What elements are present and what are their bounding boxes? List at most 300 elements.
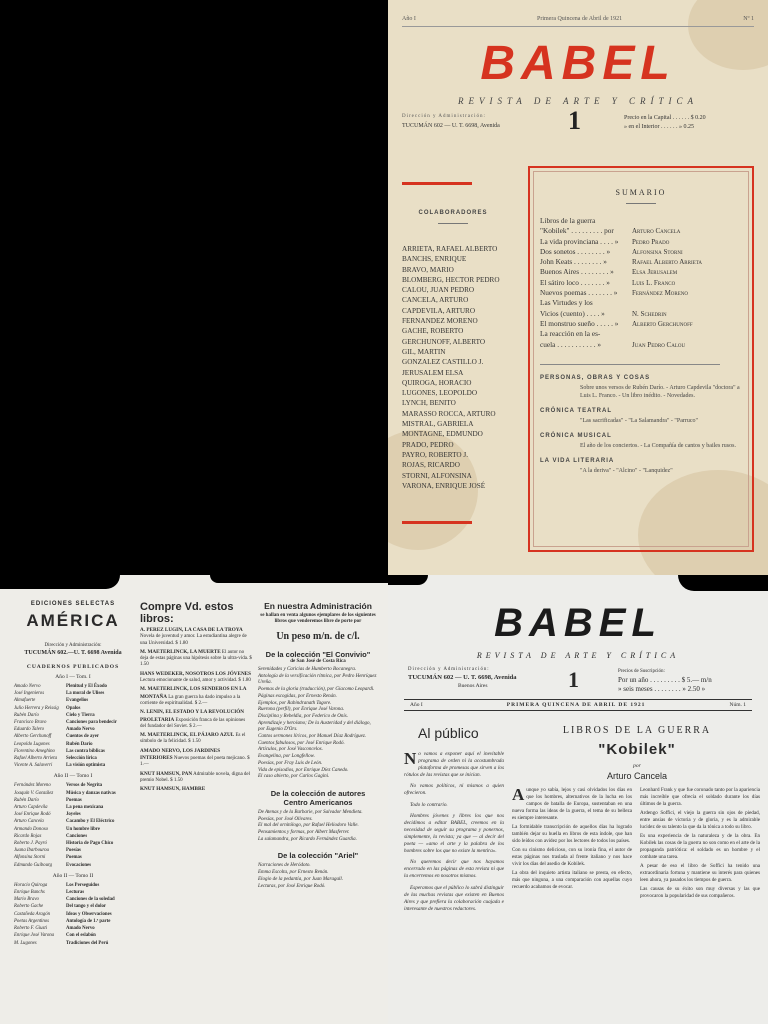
first-page	[388, 575, 768, 1024]
section-heading: CRÓNICA TEATRAL	[540, 407, 612, 414]
book-title: M. MAETERLINCK, EL PÁJARO AZUL	[140, 732, 235, 739]
collaborator-name: PRADO, PEDRO	[402, 440, 454, 449]
book-author: Mario Bravo	[14, 897, 39, 903]
section-text: "A la deriva" - "Alcino" - "Lanquidez"	[580, 467, 673, 474]
page-subtitle: REVISTA DE ARTE Y CRÍTICA	[476, 651, 680, 660]
list-item	[14, 719, 132, 726]
list-item	[140, 709, 252, 730]
article-title: "Kobilek"	[598, 741, 676, 758]
paragraph: Leonhard Frank y que fue coronado tanto por la apariencia más increíble que ofrecía el soldado durante los días últimos de la guerra.	[640, 787, 760, 807]
collaborator-name: MARASSO ROCCA, ARTURO	[402, 409, 496, 418]
book-list	[14, 683, 132, 769]
book-author: Juana Ibarbourou	[14, 848, 49, 854]
collaborator-name: GIL, MARTIN	[402, 347, 446, 356]
paragraph: Es una experiencia de la naturaleza y de la obra. En Kobilek las cosas de la guerra no son como en el arte de la propaganda patriótica: el soldado es un hombre y el combate una tarea.	[640, 833, 760, 860]
list-item: La salamandra, por Ricardo Fernández Guardia.	[258, 836, 357, 842]
book-title: Tradiciones del Perú	[66, 940, 109, 946]
editions-title: AMÉRICA	[26, 611, 120, 630]
book-title: Cielo y Tierra	[66, 712, 95, 718]
paragraph: A pesar de eso el libro de Soffici ha tenido una extraordinaria fortuna y mantiene su interés para quienes leen ahora, ya pasados los tiempos de guerra.	[640, 863, 760, 883]
book-author: Rafael Alberto Arrieta	[14, 756, 57, 762]
issue-bar	[404, 699, 752, 711]
sumario-box	[528, 166, 754, 552]
toc-title: Nuevos poemas . . . . . . . »	[540, 288, 618, 298]
section-heading: CRÓNICA MUSICAL	[540, 432, 612, 439]
list-item	[14, 690, 132, 697]
book-title: Cacambo y El Eléctrico	[66, 819, 115, 825]
issue-year: Año I	[410, 702, 423, 708]
paragraph: o vamos a exponer aquí el inevitable programa de orden ni la acostumbrada plataforma de promesas que sirven a los rótulos de las revistas que se inician.	[404, 751, 504, 779]
paragraph: Ardengo Soffici, el viejo la guerra sin ojos de piedad, entre ansias de victoria y de gloria, y es la admirable lucidez de su talento la que da la tónica a todo su libro.	[640, 810, 760, 830]
collection-list	[258, 863, 378, 890]
book-author: Arturo Cancela	[14, 819, 44, 825]
book-title: La visión optimista	[66, 763, 106, 769]
list-item: Pensamientos y formas, por Albert Masferrer.	[258, 830, 350, 836]
book-author: Alberto Gerchunoff	[14, 734, 52, 740]
toc-author	[632, 298, 742, 308]
toc-entry	[540, 298, 742, 308]
cover-admin-label: Dirección y Administración:	[402, 114, 486, 119]
book-author: Julio Herrera y Reissig	[14, 705, 59, 711]
section-heading: LIBROS DE LA GUERRA	[562, 725, 712, 736]
list-item: Cuentos fabulosos, por José Enrique Rodó.	[258, 740, 345, 746]
list-item	[14, 833, 132, 840]
list-item	[14, 790, 132, 797]
list-item	[14, 896, 132, 903]
list-item: Poemas de la gloria (traducción), por Giacomo Leopardi.	[258, 687, 375, 693]
buy-books-list	[140, 627, 252, 794]
book-author: Almafuerte	[14, 698, 36, 704]
published-heading: CUADERNOS PUBLICADOS	[26, 664, 120, 670]
collaborators-heading: COLABORADORES	[418, 210, 488, 216]
book-author: Francisco Bravo	[14, 720, 47, 726]
paragraph: No vamos políticos, ni mismos a quien ofrecieron.	[404, 783, 504, 797]
divider	[438, 223, 468, 224]
book-list	[14, 882, 132, 947]
list-item	[14, 733, 132, 740]
public-heading: Al público	[418, 725, 479, 741]
collection-heading: De la colección de autores Centro Americanos	[270, 788, 366, 807]
list-item	[14, 862, 132, 869]
book-title: HANS WEDEKER, NOSOTROS LOS JÓVENES	[140, 670, 252, 677]
book-title: Rubén Darío	[66, 741, 93, 747]
book-title: Evangelios	[66, 698, 89, 704]
divider	[540, 364, 720, 365]
toc-entry	[540, 237, 742, 247]
book-title: Del tango y el dolor	[66, 904, 106, 910]
book-title: Ideas y Observaciones	[66, 911, 112, 917]
book-author: José Ingenieros	[14, 691, 45, 697]
list-item: Poesías, por José Olivares.	[258, 816, 313, 822]
toc-author: N. Schedrin	[632, 309, 667, 318]
list-item	[14, 826, 132, 833]
subscription-label: Precios de Suscripción:	[618, 669, 665, 674]
administration-price: Un peso m/n. de c/l.	[276, 631, 360, 642]
section-text: Sobre unos versos de Rubén Darío. - Arturo Capdevila "doctora" a Luis L. Franco. - Un libro inédito. - Novedades.	[580, 384, 740, 399]
toc-title: "Kobilek" . . . . . . . . . por	[540, 226, 614, 236]
red-rule	[402, 182, 472, 185]
book-author: Roberto Gache	[14, 904, 44, 910]
book-title: Versos de Negrita	[66, 783, 103, 789]
cover-number: Nº 1	[743, 16, 754, 22]
subscription-prices	[618, 667, 712, 694]
divider	[402, 26, 754, 27]
section-heading: LA VIDA LITERARIA	[540, 457, 615, 464]
list-item	[14, 712, 132, 719]
book-author: Fernández Moreno	[14, 783, 51, 789]
drop-cap: N	[404, 749, 417, 768]
book-author: Rubén Darío	[14, 797, 39, 803]
paragraph: Hombres jóvenes y libres los que nos decidimos a editar BABEL, creemos en la necesidad de seguir su programa y ponernos, simplemente, la revista; ya que — al decir del poeta — «amo el arte y la palabra de los hombres sobre los que no existe la mentira».	[404, 812, 504, 855]
administration-column	[258, 601, 378, 890]
book-title: Amado Nervo	[66, 926, 95, 932]
collaborator-name: GACHE, ROBERTO	[402, 327, 464, 336]
list-item	[14, 811, 132, 818]
list-item: Ejemplos, por Rabindranath Tagore.	[258, 700, 332, 706]
book-title: Lecturas	[66, 890, 85, 896]
cover-address: TUCUMÁN 602 — U. T. 6698, Avenida	[402, 123, 500, 129]
book-author: Leopoldo Lugones	[14, 741, 50, 747]
paragraph: La obra del inquieto artista italiano se presta, en efecto, más que ninguna, a una comparación con aquellas cuyo recuerdo acabamos de evocar.	[512, 870, 632, 890]
cover-subtitle: REVISTA DE ARTE Y CRÍTICA	[457, 96, 698, 106]
book-title: Poesías	[66, 848, 81, 854]
book-description: Exposición franca de las opiniones del fundador del Soviet. $ 2.—	[140, 717, 246, 729]
list-item	[14, 683, 132, 690]
toc-author	[632, 329, 742, 339]
administration-heading: En nuestra Administración	[264, 601, 372, 611]
collaborator-name: CANCELA, ARTURO	[402, 296, 469, 305]
toc-entry	[540, 288, 742, 298]
list-item	[140, 771, 252, 785]
paragraph: Con su cinismo delicioso, con su ironía fina, el autor de estas páginas nos traslada al frente italiano y nos hace vivir los días del asedio de Kobilek.	[512, 847, 632, 867]
toc-author: Fernández Moreno	[632, 289, 689, 298]
book-description: Lectura emocionante de salud, amor y actividad. $ 1.80	[140, 678, 251, 684]
toc-entry	[540, 340, 742, 350]
toc-entry	[540, 267, 742, 277]
collaborator-name: GONZALEZ CASTILLO J.	[402, 358, 484, 367]
collection-heading: De la colección "El Convivio"	[265, 650, 371, 659]
book-title: Amado Nervo	[66, 727, 95, 733]
editions-address: TUCUMÁN 602.—U. T. 6698 Avenida	[24, 650, 122, 656]
toc-entry	[540, 216, 742, 226]
book-title: La moral de Ulises	[66, 691, 105, 697]
subscription-year: Por un año . . . . . . . . . $ 5.— m/n	[618, 676, 712, 684]
book-title: Cuentos de ayer	[66, 734, 100, 740]
list-item: Aprendizaje y heroísmo; De la Austeridad y del diálogo, por Eugenio D'Ors.	[258, 720, 371, 733]
toc-entry	[540, 278, 742, 288]
cover-year: Año I	[402, 16, 416, 22]
collaborator-name: ROJAS, RICARDO	[402, 461, 460, 470]
book-list	[14, 782, 132, 868]
paragraph: Todo lo contrario.	[410, 801, 448, 808]
collaborators-list	[402, 244, 500, 491]
paragraph: unque yo sabía, lejos y casi olvidados los días en que los hombres, alternativos de la lucha en los campos de batalla de Europa, sustentaban en una nueva forma las ideas de la guerra, el tema de su belleza es siempre interesante.	[512, 787, 632, 821]
book-title: Los Perseguidos	[66, 882, 100, 888]
list-item	[140, 686, 252, 707]
list-item	[14, 782, 132, 789]
book-author: Roberto J. Payró	[14, 841, 47, 847]
toc-author	[632, 216, 742, 226]
toc-entry	[540, 247, 742, 257]
cover-date: Primera Quincena de Abril de 1921	[536, 16, 623, 22]
list-item	[14, 903, 132, 910]
list-item: Ruerona (perfil), por Enrique José Varona.	[258, 707, 345, 713]
book-title: Joyeles	[66, 812, 81, 818]
empty-black-area	[0, 0, 388, 575]
collaborator-name: JERUSALEM ELSA	[402, 368, 464, 377]
list-item	[14, 940, 132, 947]
collaborator-name: CAPDEVILA, ARTURO	[402, 306, 476, 315]
page-issue-number: 1	[568, 667, 579, 692]
list-item	[14, 741, 132, 748]
collaborator-name: CALOU, JUAN PEDRO	[402, 286, 475, 295]
book-title: Un hombre libre	[66, 826, 100, 832]
list-item	[14, 854, 132, 861]
torn-edge	[210, 575, 388, 583]
book-author: Enrique Banchs	[14, 890, 45, 896]
list-item	[14, 882, 132, 889]
list-item: Elogio de la pedantía, por Juan Maragall.	[258, 876, 343, 882]
divider	[626, 203, 656, 204]
book-author: Ricardo Rojas	[14, 833, 42, 839]
book-title: Selección lírica	[66, 756, 97, 762]
toc-title: John Keats . . . . . . . . »	[540, 257, 607, 267]
section-text: "Las sacrificadas" - "La Salamandra" - "Parruco"	[580, 417, 698, 424]
book-description: Admirable novela, digna del premio Nobel. $ 1.50	[140, 771, 251, 783]
book-author: Poetas Argentinos	[14, 918, 50, 924]
list-item: Artículos, por José Vasconcelos.	[258, 747, 323, 753]
collaborator-name: BLOMBERG, HECTOR PEDRO	[402, 275, 500, 284]
toc-author: Alberto Gerchunoff	[632, 319, 693, 328]
issue-number: Núm. 1	[729, 702, 746, 708]
list-item: Lecturas, por José Enrique Rodó.	[258, 883, 326, 889]
paragraph: Esperamos que el público lo sabrá distinguir de las muchas revistas que existen en Buenos Aires y que prefiera la colaboración cuajada e interesante de nuestros redactores.	[404, 884, 504, 912]
book-title: M. MAETERLINCK, LOS SENDEROS EN LA MONTAÑA	[140, 686, 247, 700]
list-item	[14, 726, 132, 733]
red-rule	[402, 521, 472, 524]
book-description: Nuevos poemas del poeta mejicano. $ 1.—	[140, 756, 250, 768]
list-item	[14, 797, 132, 804]
toc-entry	[540, 319, 742, 329]
list-item	[140, 786, 252, 793]
page-admin-label: Dirección y Administración:	[408, 667, 490, 672]
collaborator-name: QUIROGA, HORACIO	[402, 378, 472, 387]
cover-issue-number: 1	[568, 106, 581, 135]
paragraph: Las causas de su éxito son muy diversas y las que provocaron la popularidad de sus compañeros.	[640, 886, 760, 899]
editions-admin: Dirección y Administración:	[44, 643, 102, 648]
cover-top-line	[388, 16, 768, 22]
book-description: Novela de juventud y amor. La estudiantina alegre de una Universidad. $ 1.80	[140, 634, 247, 646]
list-item: Poesías, por Fray Luis de León.	[258, 760, 323, 766]
list-item	[14, 911, 132, 918]
sections-list	[540, 375, 742, 475]
paragraph: La formidable transcripción de aquellos días ha logrado también dejar su huella en libros de esta índole, que han sido leídos con avidez por los lectores de todos los países.	[512, 824, 632, 844]
toc-title: Dos sonetos . . . . . . . . »	[540, 246, 611, 256]
collaborator-name: ARRIETA, RAFAEL ALBERTO	[402, 245, 498, 253]
book-author: Florentino Ameghino	[14, 748, 55, 754]
list-item	[14, 697, 132, 704]
section-heading: PERSONAS, OBRAS Y COSAS	[540, 374, 651, 381]
section-text: El año de los conciertos. - La Compañía de cantos y bailes rusos.	[580, 442, 736, 449]
list-item: El mal del ornitólogo, por Rafael Heliodoro Valle.	[258, 823, 359, 829]
article-author: Arturo Cancela	[606, 771, 668, 781]
issue-date: PRIMERA QUINCENA DE ABRIL DE 1921	[506, 702, 646, 708]
collaborator-name: GERCHUNOFF, ALBERTO	[402, 337, 486, 346]
table-of-contents	[540, 216, 742, 350]
book-author: José Enrique Rodó	[14, 812, 51, 818]
toc-title: Buenos Aires . . . . . . . . »	[540, 267, 614, 277]
book-author: Castañeda Aragón	[14, 911, 51, 917]
cover-prices	[624, 114, 706, 132]
toc-author: Alfonsina Storni	[632, 247, 683, 256]
list-item: Narraciones de Heródoto.	[258, 863, 311, 869]
article-column	[512, 787, 632, 893]
collaborator-name: BANCHS, ENRIQUE	[402, 255, 467, 264]
list-item: De Atenas y de la Barbarie, por Salvador Mendieta.	[258, 809, 363, 815]
list-item: El caso abierto, por Carlos Gagini.	[258, 774, 330, 780]
toc-author: Arturo Cancela	[632, 227, 681, 236]
list-item: Páginas escogidas, por Ernesto Renán.	[258, 693, 337, 699]
collaborator-name: MONTAGNE, EDMUNDO	[402, 430, 483, 439]
book-author: Horacio Quiroga	[14, 882, 48, 888]
toc-title: La reacción en la es-	[540, 329, 601, 339]
toc-author: Luis L. Franco	[632, 278, 676, 287]
article-column	[640, 787, 760, 902]
toc-author: Juan Pedro Calou	[632, 340, 686, 349]
book-author: Armando Donoso	[14, 826, 48, 832]
buy-books-heading: Compre Vd. estos libros:	[140, 601, 234, 625]
list-item	[140, 748, 252, 769]
book-author: Eduardo Talero	[14, 727, 44, 733]
book-title: Canciones	[66, 833, 88, 839]
collection-heading: De la colección "Ariel"	[277, 851, 359, 861]
list-item: Vida de episodios, por Enrique Díez Canedo.	[258, 767, 349, 773]
list-item	[14, 705, 132, 712]
book-title: Canciones para bendecir	[66, 720, 117, 726]
book-author: Alfonsina Storni	[14, 855, 46, 861]
book-title: M. MAETERLINCK, LA MUERTE	[140, 648, 221, 655]
book-author: M. Lugones	[14, 940, 37, 946]
book-author: Enrique José Varona	[14, 933, 55, 939]
list-item: Antología de la versificación rítmica, por Pedro Henríquez Ureña.	[258, 673, 377, 686]
price-capital: Precio en la Capital . . . . . . $ 0.20	[624, 115, 706, 121]
toc-title: Vicios (cuento) . . . . »	[540, 308, 605, 318]
collaborator-name: PAYRO, ROBERTO J.	[402, 450, 469, 459]
book-description: Es el símbolo de la felicidad. $ 1.50	[140, 733, 246, 745]
list-item	[14, 748, 132, 755]
list-item: Disciplina y Rebeldía, por Federico de Onís.	[258, 713, 348, 719]
paragraph: No queremos decir que nos hayamos encerrado en las páginas de esta revista ni que la encerremos en nosotros mismos.	[404, 859, 504, 880]
administration-subheading: se hallan en venta algunos ejemplares de los siguientes libros que venderemos libre de porte por	[260, 613, 376, 624]
page-title: BABEL	[494, 601, 662, 645]
torn-edge	[678, 575, 768, 591]
book-title: Poemas	[66, 797, 82, 803]
torn-edge	[0, 575, 120, 589]
collection-list	[258, 810, 378, 844]
collaborator-name: MISTRAL, GABRIELA	[402, 420, 474, 429]
book-title: Canciones de la soledad	[66, 897, 115, 903]
list-item	[14, 847, 132, 854]
list-item: Serenidades y Caricias de Humberto Bocanegra.	[258, 667, 357, 672]
public-text	[404, 751, 504, 917]
collection-list	[258, 667, 378, 781]
book-title: Historia de Pago Chico	[66, 841, 114, 847]
advertisement-page	[0, 575, 388, 1024]
book-title: Con el eslabón	[66, 933, 96, 939]
list-item: Cantos sermones líricos, por Manuel Díaz Rodríguez.	[258, 734, 367, 740]
list-item	[14, 818, 132, 825]
book-description: La gran guerra ha dado impulso a la corriente de espiritualidad. $ 2.—	[140, 694, 241, 706]
list-item	[14, 918, 132, 925]
page-city: Buenos Aires	[458, 683, 488, 689]
collection-subheading: de San José de Costa Rica	[290, 659, 346, 664]
list-item	[140, 627, 252, 647]
book-title: Música y danzas nativas	[66, 790, 116, 796]
book-title: KNUT HAMSUN, PAN	[140, 770, 193, 777]
editions-column	[14, 601, 132, 947]
book-title: Antología de 1.ª parte	[66, 918, 111, 924]
article-by: por	[633, 763, 641, 769]
page-address: TUCUMÁN 602 — U. T. 6698, Avenida	[408, 674, 517, 681]
drop-cap: A	[512, 785, 525, 804]
toc-author: Rafael Alberto Arrieta	[632, 258, 702, 267]
book-title: N. LENIN, EL ESTADO Y LA REVOLUCIÓN PROLETARIA	[140, 709, 245, 723]
collaborator-name: LUGONES, LEOPOLDO	[402, 389, 478, 398]
toc-title: El sátiro loco . . . . . . . »	[540, 277, 610, 287]
magazine-cover	[388, 0, 768, 575]
book-title: Las contra bíblicas	[66, 748, 105, 754]
collaborator-name: STORNI, ALFONSINA	[402, 471, 472, 480]
book-author: Vicente A. Salaverri	[14, 763, 53, 769]
buy-books-column	[140, 601, 252, 794]
list-item	[14, 932, 132, 939]
book-title: La pena mexicana	[66, 805, 104, 811]
toc-author: Pedro Prado	[632, 237, 670, 246]
toc-title: Libros de la guerra	[540, 216, 596, 225]
list-item	[14, 840, 132, 847]
toc-entry	[540, 329, 742, 339]
book-author: Arturo Capdevila	[14, 805, 48, 811]
cover-title: BABEL	[480, 37, 676, 90]
book-author: Rubén Darío	[14, 712, 39, 718]
toc-title: La vida provinciana . . . . »	[540, 236, 619, 246]
book-title: KNUT HAMSUN, HAMBRE	[140, 786, 206, 793]
book-description: El autor no deja de estas páginas una hipótesis sobre la ultra-vida. $ 1.50	[140, 649, 252, 668]
year-heading: Año I — Tom. I	[55, 674, 91, 680]
list-item	[14, 762, 132, 769]
toc-entry	[540, 257, 742, 267]
year-heading: Año II — Tomo I	[53, 773, 93, 780]
collaborator-name: FERNANDEZ MORENO	[402, 317, 478, 326]
sumario-heading: SUMARIO	[615, 188, 667, 197]
price-interior: » en el Interior . . . . . . » 0.25	[624, 124, 694, 130]
book-author: Amado Nervo	[14, 684, 41, 689]
list-item: Emma Escolta, por Ernesto Renán.	[258, 870, 329, 876]
book-author: Roberto F. Giusti	[14, 926, 48, 932]
collaborator-name: VARONA, ENRIQUE JOSÉ	[402, 481, 486, 490]
book-title: A. PEREZ LUGIN, LA CASA DE LA TROYA	[140, 627, 243, 633]
list-item: Evangelina, por Longfellow.	[258, 754, 315, 760]
book-title: Evocaciones	[66, 862, 92, 868]
list-item	[140, 649, 252, 669]
book-title: Opalos	[66, 705, 81, 711]
editions-heading: EDICIONES SELECTAS	[30, 601, 116, 607]
list-item	[140, 732, 252, 746]
list-item	[14, 804, 132, 811]
book-title: Poemas	[66, 855, 82, 861]
torn-edge	[388, 575, 428, 585]
book-author: Joaquín V. González	[14, 790, 54, 796]
